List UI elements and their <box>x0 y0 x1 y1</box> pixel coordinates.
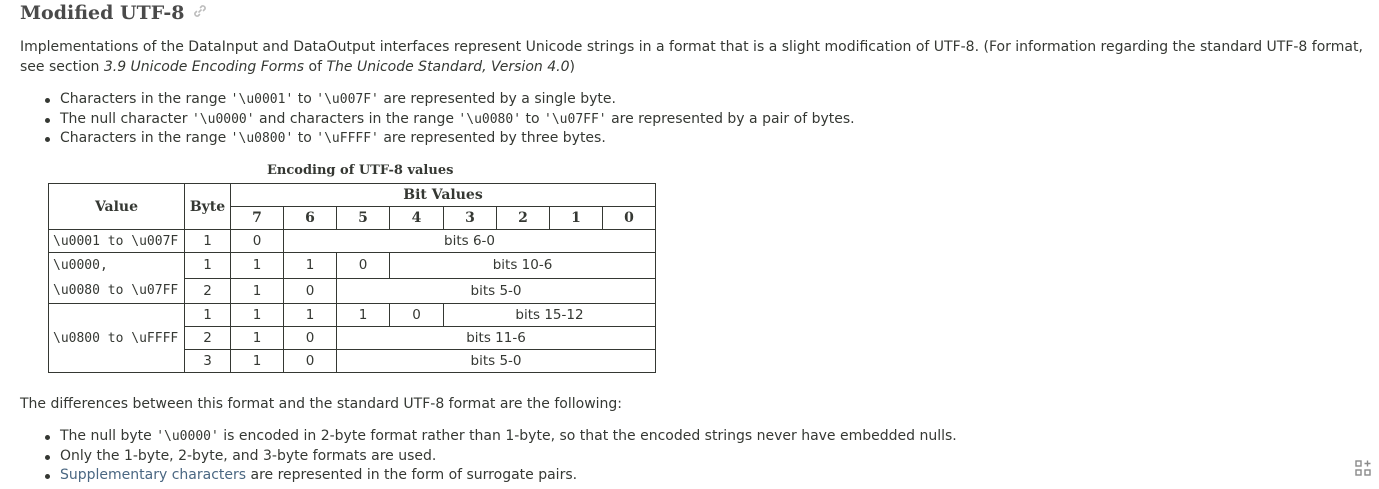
bit-cell: 0 <box>284 327 337 350</box>
header-bit-1: 1 <box>550 207 603 230</box>
value-cell: \u0000, \u0080 to \u07FF <box>49 253 185 304</box>
header-bit-3: 3 <box>444 207 497 230</box>
intro-section: 3.9 Unicode Encoding Forms <box>103 59 305 75</box>
header-bit-6: 6 <box>284 207 337 230</box>
table-row <box>49 230 656 253</box>
byte-cell: 1 <box>185 253 231 279</box>
section-title: Modified UTF-8 <box>20 2 185 24</box>
link-icon[interactable] <box>192 2 208 24</box>
bits-range-cell: bits 6-0 <box>284 230 656 253</box>
differences-list <box>20 427 1320 486</box>
value-cell: \u0001 to \u007F <box>49 230 185 253</box>
list-item: The null character '\u0000' and characters in the range '\u0080' to '\u07FF' are represented by a pair of bytes. <box>20 110 1320 130</box>
intro-book: The Unicode Standard, Version 4.0 <box>326 59 570 75</box>
bit-cell: 1 <box>231 253 284 279</box>
section-heading <box>20 2 208 24</box>
header-bit-2: 2 <box>497 207 550 230</box>
list-item: The null byte '\u0000' is encoded in 2-byte format rather than 1-byte, so that the encoded strings never have embedded nulls. <box>20 427 1320 447</box>
bit-cell: 0 <box>231 230 284 253</box>
list-item: Characters in the range '\u0001' to '\u007F' are represented by a single byte. <box>20 90 1320 110</box>
byte-cell: 2 <box>185 327 231 350</box>
intro-text: Implementations of the DataInput and DataOutput interfaces represent Unicode strings in a format that is a slight modification of UTF-8. (For information regarding the standard UTF-8 format, see section <box>20 39 1363 75</box>
bits-range-cell: bits 5-0 <box>337 278 656 304</box>
intro-of: of <box>304 59 327 75</box>
list-item: Only the 1-byte, 2-byte, and 3-byte formats are used. <box>20 447 1320 467</box>
bit-cell: 0 <box>284 350 337 373</box>
header-bit-4: 4 <box>390 207 444 230</box>
bit-cell: 1 <box>284 253 337 279</box>
bit-cell: 1 <box>337 304 390 327</box>
bit-cell: 0 <box>284 278 337 304</box>
byte-cell: 1 <box>185 304 231 327</box>
encoding-table <box>48 183 656 373</box>
header-value: Value <box>49 184 185 230</box>
byte-cell: 1 <box>185 230 231 253</box>
byte-cell: 3 <box>185 350 231 373</box>
bit-cell: 1 <box>284 304 337 327</box>
header-bit-5: 5 <box>337 207 390 230</box>
value-cell: \u0800 to \uFFFF <box>49 304 185 373</box>
supplementary-characters-link[interactable]: Supplementary characters <box>60 467 247 483</box>
bit-cell: 0 <box>337 253 390 279</box>
header-byte: Byte <box>185 184 231 230</box>
header-bit-7: 7 <box>231 207 284 230</box>
table-row <box>49 253 656 279</box>
table-caption: Encoding of UTF-8 values <box>267 163 454 178</box>
bits-range-cell: bits 5-0 <box>337 350 656 373</box>
bit-cell: 1 <box>231 350 284 373</box>
table-row <box>49 304 656 327</box>
range-list <box>20 90 1320 149</box>
bit-cell: 1 <box>231 304 284 327</box>
intro-paragraph <box>20 37 1365 77</box>
bit-cell: 1 <box>231 278 284 304</box>
bits-range-cell: bits 11-6 <box>337 327 656 350</box>
list-item: Supplementary characters are represented in the form of surrogate pairs. <box>20 466 1320 486</box>
differences-paragraph: The differences between this format and the standard UTF-8 format are the following: <box>20 396 623 412</box>
bits-range-cell: bits 10-6 <box>390 253 656 279</box>
grid-plus-icon[interactable] <box>1354 459 1372 481</box>
header-bit-values: Bit Values <box>231 184 656 207</box>
bits-range-cell: bits 15-12 <box>444 304 656 327</box>
byte-cell: 2 <box>185 278 231 304</box>
header-bit-0: 0 <box>603 207 656 230</box>
bit-cell: 0 <box>390 304 444 327</box>
list-item: Characters in the range '\u0800' to '\uFFFF' are represented by three bytes. <box>20 129 1320 149</box>
intro-suffix: ) <box>569 59 575 75</box>
bit-cell: 1 <box>231 327 284 350</box>
